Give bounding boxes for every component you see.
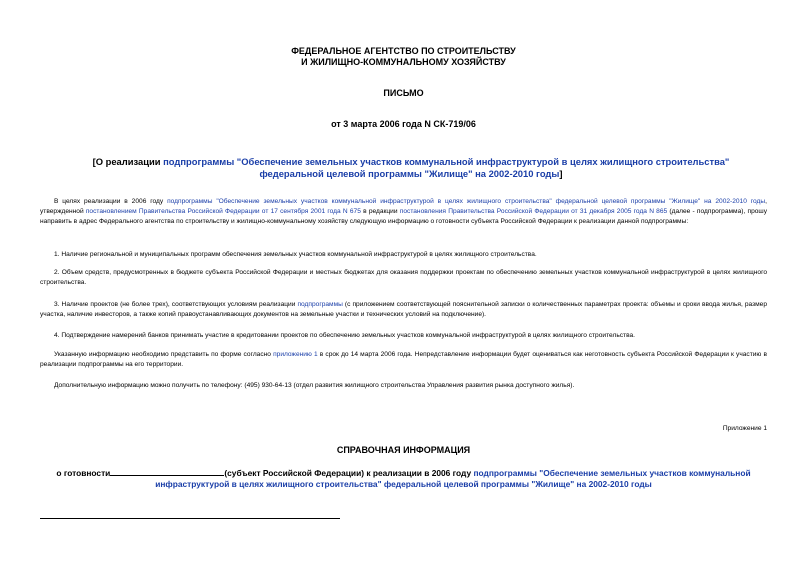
reference-title: СПРАВОЧНАЯ ИНФОРМАЦИЯ <box>336 445 471 455</box>
reference-subtitle <box>40 467 767 490</box>
deadline-text-2: в срок до 14 марта 2006 года. Непредставление информации будет оцениваться как неготовность субъекта Российской Федерации к участию в реализации подпрограммы на его территории. <box>40 351 767 368</box>
appendix-label: Приложение 1 <box>722 425 767 432</box>
item-2-text: 2. Объем средств, предусмотренных в бюджете субъекта Российской Федерации и местных бюджетах для оказания поддержки проектам по обеспечению земельных участков коммунальной инфраструктурой в целях жилищного строительства. <box>40 269 767 286</box>
p1-text-2: , утвержденной <box>40 198 767 215</box>
paragraph-item-1 <box>40 250 767 260</box>
ref-text-1: о готовности <box>56 468 111 478</box>
item-4-text: 4. Подтверждение намерений банков принимать участие в кредитовании проектов по обеспечению земельных участков коммунальной инфраструктурой в целях жилищного строительства. <box>54 332 635 339</box>
blank-underline <box>110 467 224 476</box>
document-date-number: от 3 марта 2006 года N СК-719/06 <box>331 119 476 129</box>
subject-program-link[interactable]: подпрограммы "Обеспечение земельных участков коммунальной инфраструктурой в целях жилищного строительства" федеральной целевой программы "Жилище" на 2002-2010 годы <box>163 156 730 179</box>
deadline-text-1: Указанную информацию необходимо представить по форме согласно <box>54 351 274 358</box>
contact-text: Дополнительную информацию можно получить по телефону: (495) 930-64-13 (отдел развития жилищного строительства Управления развития рынка доступного жилья). <box>54 382 575 389</box>
p1-resolution-675-link[interactable]: постановлением Правительства Российской Федерации от 17 сентября 2001 года N 675 <box>85 208 361 215</box>
p1-resolution-865-link[interactable]: постановления Правительства Российской Федерации от 31 декабря 2005 года N 865 <box>399 208 668 215</box>
p1-text-3: в редакции <box>360 208 400 215</box>
paragraph-item-4 <box>40 331 767 341</box>
document-subject <box>60 156 762 180</box>
agency-line-2: И ЖИЛИЩНО-КОММУНАЛЬНОМУ ХОЗЯЙСТВУ <box>301 57 506 67</box>
agency-line-1: ФЕДЕРАЛЬНОЕ АГЕНТСТВО ПО СТРОИТЕЛЬСТВУ <box>291 46 516 56</box>
subject-close: ] <box>559 168 563 179</box>
ref-program-link[interactable]: подпрограммы "Обеспечение земельных участков коммунальной инфраструктурой в целях жилищного строительства" федеральной целевой программы "Жилище" на 2002-2010 годы <box>155 468 751 489</box>
paragraph-deadline <box>40 350 767 370</box>
p1-text-4: (далее - подпрограмма), прошу направить в адрес Федерального агентства по строительству и жилищно-коммунальному хозяйству следующую информацию о готовности субъекта Российской Федерации к реализации данной подпрограммы: <box>40 208 767 225</box>
item-3-text-1: 3. Наличие проектов (не более трех), соответствующих условиям реализации <box>54 301 298 308</box>
paragraph-item-3 <box>40 300 767 320</box>
item-1-text: 1. Наличие региональной и муниципальных программ обеспечения земельных участков коммунальной инфраструктурой в целях жилищного строительства. <box>54 251 537 258</box>
paragraph-item-2 <box>40 268 767 288</box>
ref-text-2: (субъект Российской Федерации) к реализации в 2006 году <box>224 468 474 478</box>
document-type: ПИСЬМО <box>383 88 424 98</box>
paragraph-contact <box>40 381 767 391</box>
paragraph-intro <box>40 197 767 227</box>
agency-name <box>0 46 807 68</box>
subject-open: [О реализации <box>92 156 164 167</box>
footnote-divider <box>40 518 340 519</box>
p1-text-1: В целях реализации в 2006 году <box>54 198 168 205</box>
item-3-program-link[interactable]: подпрограммы <box>297 301 343 308</box>
p1-program-link[interactable]: подпрограммы "Обеспечение земельных участков коммунальной инфраструктурой в целях жилищного строительства" федеральной целевой программы "Жилище" на 2002-2010 годы <box>167 198 766 205</box>
item-3-text-2: (с приложением соответствующей пояснительной записки о количественных параметрах проекта: объемы и сроки ввода жилья, размер участка, наличие инвесторов, а также копий правоустанавливающих документов на земельные участки и технических условий на подключение). <box>40 301 768 318</box>
appendix-1-link[interactable]: приложению 1 <box>273 351 318 358</box>
